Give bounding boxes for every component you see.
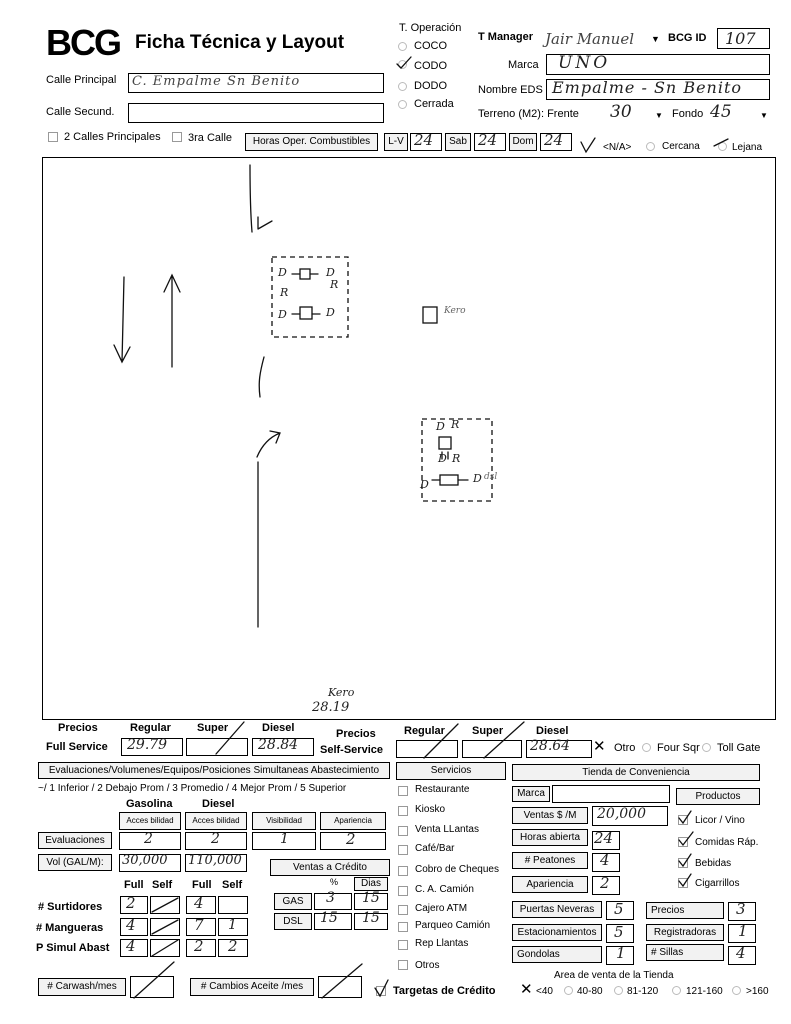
na-label: <N/A> — [603, 142, 632, 153]
svc-kiosko-checkbox[interactable] — [398, 806, 408, 816]
eval-col-4-header: Apariencia — [320, 812, 386, 830]
svc-parqueo-checkbox[interactable] — [398, 922, 408, 932]
page-title: Ficha Técnica y Layout — [135, 32, 345, 53]
self-diesel-value: 28.64 — [530, 738, 571, 754]
simul-value-3: 2 — [194, 937, 204, 955]
dsl-dias-value: 15 — [362, 910, 380, 926]
puertas-neveras-button[interactable]: Puertas Neveras — [512, 901, 602, 918]
fondo-label: Fondo — [672, 108, 704, 120]
op-dodo-label: DODO — [414, 80, 447, 92]
self-label-diesel: Self — [222, 879, 243, 891]
calle-principal-label: Calle Principal — [46, 74, 117, 86]
pump-label-6: D — [326, 306, 335, 319]
svc-cafe-checkbox[interactable] — [398, 845, 408, 855]
estacionamientos-value: 5 — [614, 923, 624, 941]
pump-label-1: D — [278, 266, 287, 279]
pct-label: % — [330, 877, 339, 887]
op-coco-radio[interactable] — [398, 42, 407, 51]
ventas-credito-button[interactable]: Ventas a Crédito — [270, 859, 390, 876]
diesel-label-full: Diesel — [262, 722, 295, 734]
full-regular-value: 29.79 — [127, 737, 168, 753]
svc-restaurante-checkbox[interactable] — [398, 786, 408, 796]
op-codo-check-icon — [394, 54, 414, 70]
gondolas-value: 1 — [616, 944, 626, 962]
scale-dash: ~/ — [38, 783, 50, 794]
toll-gate-label: Toll Gate — [717, 742, 761, 754]
svc-cheques-checkbox[interactable] — [398, 866, 408, 876]
carwash-button[interactable]: # Carwash/mes — [38, 978, 126, 996]
prod-licor-check-icon — [676, 808, 694, 826]
diesel-label-self: Diesel — [536, 725, 569, 737]
tienda-marca-button[interactable]: Marca — [512, 786, 550, 802]
gas-dias-value: 15 — [362, 890, 380, 906]
eval-col-1-header: Acces bilidad — [119, 812, 181, 830]
fondo-value[interactable]: 45 — [710, 102, 732, 122]
svc-atm-checkbox[interactable] — [398, 905, 408, 915]
surtidores-value-1: 2 — [126, 894, 136, 912]
area-opt-4: 121-160 — [686, 986, 723, 997]
area-opt-5-radio[interactable] — [732, 986, 741, 995]
op-dodo-radio[interactable] — [398, 82, 407, 91]
puertas-neveras-value: 5 — [614, 900, 624, 918]
vol-diesel-value: 110,000 — [188, 853, 242, 868]
svc-camion-label: C. A. Camión — [415, 884, 474, 895]
horas-oper-button[interactable]: Horas Oper. Combustibles — [245, 133, 378, 151]
area-opt-2-radio[interactable] — [564, 986, 573, 995]
cercana-radio[interactable] — [646, 142, 655, 151]
bottom-note-price: 28.19 — [312, 700, 350, 715]
t-manager-dropdown-icon[interactable]: ▼ — [651, 34, 660, 44]
pump-label-9: D — [438, 452, 447, 465]
area-opt-3-radio[interactable] — [614, 986, 623, 995]
regular-label-self: Regular — [404, 725, 445, 737]
frente-value[interactable]: 30 — [610, 102, 632, 122]
svc-rep-llantas-label: Rep Llantas — [415, 938, 469, 949]
mangueras-value-4: 1 — [228, 917, 237, 933]
op-cerrada-radio[interactable] — [398, 100, 407, 109]
svc-llantas-checkbox[interactable] — [398, 826, 408, 836]
op-coco-label: COCO — [414, 40, 447, 52]
calle-principal-value: C. Empalme Sn Benito — [132, 74, 301, 89]
prod-bebidas-label: Bebidas — [695, 858, 732, 869]
scale-4: 4 Mejor Prom — [231, 783, 292, 794]
dos-calles-label: 2 Calles Principales — [64, 131, 161, 143]
apariencia-value: 2 — [600, 874, 610, 892]
dom-button[interactable]: Dom — [509, 133, 537, 151]
cambios-strike-icon — [318, 962, 364, 1000]
eval-value-4: 2 — [346, 830, 356, 848]
tienda-marca-field[interactable] — [552, 785, 670, 803]
regular-label-full: Regular — [130, 722, 171, 734]
t-manager-label: T Manager — [478, 31, 534, 43]
peatones-button[interactable]: # Peatones — [512, 852, 588, 869]
vol-button[interactable]: Vol (GAL/M): — [38, 854, 112, 871]
sillas-button[interactable]: # Sillas — [646, 944, 724, 961]
mangueras-value-3: 7 — [194, 916, 204, 934]
area-lt40-check-icon: ✕ — [520, 981, 533, 998]
full-service-label-1: Precios — [58, 722, 98, 734]
four-sqr-label: Four Sqr — [657, 742, 700, 754]
full-diesel-value: 28.84 — [258, 737, 299, 753]
lejana-check-icon — [712, 136, 732, 150]
registradoras-value: 1 — [738, 922, 748, 940]
svc-camion-checkbox[interactable] — [398, 886, 408, 896]
calle-secund-field[interactable] — [128, 103, 384, 123]
kero-note: Kero — [444, 306, 466, 316]
na-check-icon — [578, 136, 598, 156]
self-service-label-2: Self-Service — [320, 744, 383, 756]
evaluaciones-header-button[interactable]: Evaluaciones/Volumenes/Equipos/Posiciones Simultaneas Abastecimiento — [38, 762, 390, 779]
simul-value-4: 2 — [228, 937, 238, 955]
area-opt-4-radio[interactable] — [672, 986, 681, 995]
lv-value: 24 — [414, 131, 434, 149]
surtidores-value-3: 4 — [194, 894, 204, 912]
surtidores-label: # Surtidores — [38, 901, 103, 913]
layout-sketch — [42, 157, 776, 720]
simul-label: P Simul Abast — [36, 942, 110, 954]
area-label: Area de venta de la Tienda — [554, 970, 674, 981]
otro-label: Otro — [614, 742, 636, 754]
full-super-strike-icon — [186, 718, 248, 756]
eval-value-1: 2 — [144, 831, 153, 847]
sillas-value: 4 — [736, 944, 746, 962]
pump-label-5: D — [278, 308, 287, 321]
tercera-calle-label: 3ra Calle — [188, 132, 233, 144]
four-sqr-radio[interactable] — [642, 743, 651, 752]
scale-1: 1 Inferior — [49, 783, 89, 794]
cambios-aceite-button[interactable]: # Cambios Aceite /mes — [190, 978, 314, 996]
eval-scale: ~/ 1 Inferior / 2 Debajo Prom / 3 Promedio / 4 Mejor Prom / 5 Superior — [38, 783, 347, 794]
lv-button[interactable]: L-V — [384, 133, 408, 151]
area-opt-3: 81-120 — [627, 986, 659, 997]
sab-value: 24 — [478, 131, 498, 149]
pump-label-3: R — [280, 286, 289, 299]
svc-parqueo-label: Parqueo Camión — [415, 920, 491, 931]
carwash-strike-icon — [130, 960, 176, 1000]
mangueras-label: # Mangueras — [36, 922, 104, 934]
apariencia-button[interactable]: Apariencia — [512, 876, 588, 893]
pump-label-10: R — [452, 452, 461, 465]
pump-label-8: R — [451, 418, 460, 431]
productos-button[interactable]: Productos — [676, 788, 760, 805]
bcg-id-value: 107 — [725, 29, 756, 48]
svc-otros-checkbox[interactable] — [398, 960, 408, 970]
full-label-gas: Full — [124, 879, 144, 891]
gas-pct-value: 3 — [326, 890, 335, 906]
self-strike-icon — [420, 718, 530, 760]
svc-restaurante-label: Restaurante — [415, 784, 470, 795]
prod-licor-label: Licor / Vino — [695, 815, 745, 826]
precios-tienda-button[interactable]: Precios — [646, 902, 724, 919]
bcg-logo: BCG — [46, 22, 120, 63]
dsl-note: dsl — [484, 472, 498, 482]
tienda-button[interactable]: Tienda de Conveniencia — [512, 764, 760, 781]
area-opt-2: 40-80 — [577, 986, 603, 997]
ventas-value: 20,000 — [597, 806, 646, 822]
svc-llantas-label: Venta LLantas — [415, 824, 479, 835]
svc-rep-llantas-checkbox[interactable] — [398, 940, 408, 950]
frente-dropdown-icon[interactable]: ▼ — [655, 111, 663, 120]
cercana-label: Cercana — [662, 141, 700, 152]
servicios-button[interactable]: Servicios — [396, 762, 506, 780]
eval-value-3: 1 — [280, 831, 289, 847]
calle-secund-label: Calle Secund. — [46, 106, 115, 118]
eval-col-3-header: Visibilidad — [252, 812, 316, 830]
self-service-label-1: Precios — [336, 728, 376, 740]
svc-cafe-label: Café/Bar — [415, 843, 455, 854]
gondolas-button[interactable]: Gondolas — [512, 946, 602, 963]
self-label-gas: Self — [152, 879, 173, 891]
pump-label-12: D — [473, 472, 482, 485]
fondo-dropdown-icon[interactable]: ▼ — [760, 111, 768, 120]
super-label-self: Super — [472, 725, 504, 737]
full-label-diesel: Full — [192, 879, 212, 891]
scale-2: 2 Debajo Prom — [97, 783, 164, 794]
diesel-eval-label: Diesel — [202, 798, 235, 810]
svc-kiosko-label: Kiosko — [415, 804, 446, 815]
pump-label-4: R — [330, 278, 339, 291]
horas-abierta-value: 24 — [594, 829, 614, 847]
eval-col-2-header: Acces bilidad — [185, 812, 247, 830]
estacionamientos-button[interactable]: Estacionamientos — [512, 924, 602, 941]
area-opt-1: <40 — [536, 986, 553, 997]
prod-cigarrillos-check-icon — [676, 871, 694, 889]
dom-value: 24 — [544, 131, 564, 149]
eval-value-2: 2 — [211, 831, 220, 847]
prod-cigarrillos-label: Cigarrillos — [695, 878, 740, 889]
dias-header: Dias — [354, 877, 388, 891]
super-label-full: Super — [197, 722, 229, 734]
scale-3: 3 Promedio — [172, 783, 224, 794]
t-operacion-label: T. Operación — [399, 22, 462, 34]
pump-label-2: D — [326, 266, 335, 279]
marca-label: Marca — [508, 59, 539, 71]
op-cerrada-label: Cerrada — [414, 98, 454, 110]
vol-gas-value: 30,000 — [122, 853, 168, 868]
sab-button[interactable]: Sab — [445, 133, 471, 151]
toll-gate-radio[interactable] — [702, 743, 711, 752]
surtidores-field-4[interactable] — [218, 896, 248, 914]
evaluaciones-button[interactable]: Evaluaciones — [38, 832, 112, 849]
mangueras-value-1: 4 — [126, 916, 136, 934]
marca-value: UNO — [558, 53, 611, 73]
pump-label-11: D — [420, 478, 429, 491]
prod-bebidas-check-icon — [676, 851, 694, 869]
tercera-calle-checkbox[interactable] — [172, 132, 182, 142]
lejana-label: Lejana — [732, 142, 763, 153]
otro-check-icon: ✕ — [593, 738, 606, 755]
simul-value-1: 4 — [126, 937, 136, 955]
gas-credit-button[interactable]: GAS — [274, 893, 312, 910]
svc-cheques-label: Cobro de Cheques — [415, 864, 499, 875]
peatones-value: 4 — [600, 851, 610, 869]
dos-calles-checkbox[interactable] — [48, 132, 58, 142]
horas-abierta-button[interactable]: Horas abierta — [512, 829, 588, 846]
registradoras-button[interactable]: Registradoras — [646, 924, 724, 941]
tarjetas-label: Targetas de Crédito — [393, 985, 496, 997]
prod-comidas-label: Comidas Ráp. — [695, 837, 759, 848]
tarjetas-check-icon — [372, 978, 392, 1000]
ventas-button[interactable]: Ventas $ /M — [512, 807, 588, 824]
nombre-eds-value: Empalme - Sn Benito — [552, 78, 743, 97]
svc-atm-label: Cajero ATM — [415, 903, 468, 914]
self-gas-strike-icon — [150, 896, 180, 958]
prod-comidas-check-icon — [676, 830, 696, 848]
nombre-eds-label: Nombre EDS — [478, 84, 543, 96]
gasolina-label: Gasolina — [126, 798, 173, 810]
precios-tienda-value: 3 — [736, 900, 746, 918]
svc-otros-label: Otros — [415, 960, 440, 971]
scale-5: 5 Superior — [300, 783, 347, 794]
terreno-label: Terreno (M2): Frente — [478, 108, 579, 120]
bottom-note-kero: Kero — [328, 686, 355, 699]
bcg-id-label: BCG ID — [668, 32, 707, 44]
full-service-label-2: Full Service — [46, 741, 108, 753]
op-codo-label: CODO — [414, 60, 447, 72]
t-manager-value[interactable]: Jair Manuel — [545, 30, 634, 48]
dsl-pct-value: 15 — [320, 910, 338, 926]
area-opt-5: >160 — [746, 986, 769, 997]
dsl-credit-button[interactable]: DSL — [274, 913, 312, 930]
pump-label-7: D — [436, 420, 445, 433]
